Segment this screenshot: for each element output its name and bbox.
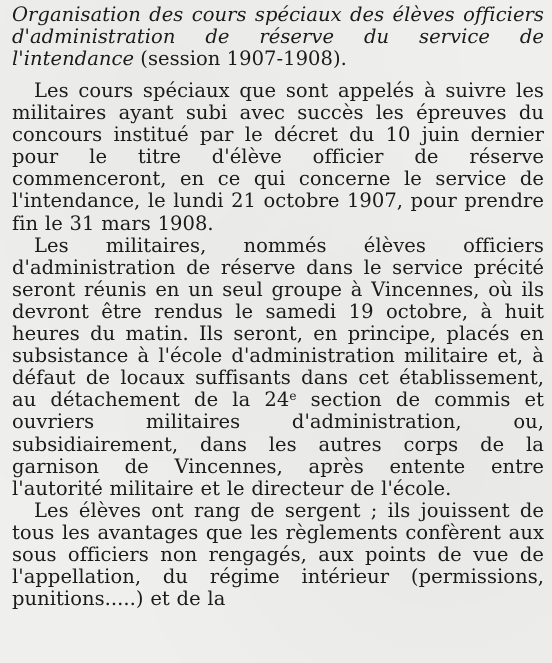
heading-title: Organisation des cours spéciaux des élèves officiers d'administration de réserve du service de l'intendance xyxy=(12,3,544,70)
paragraph-rank: Les élèves ont rang de sergent ; ils jouissent de tous les avantages que les règlements confèrent aux sous officiers non rengagés, aux points de vue de l'appellation, du régime intérieur (permissions, punitions.....) et de la xyxy=(12,498,544,611)
article-body xyxy=(12,80,544,610)
paragraph-lodging-text-continued: section de commis et ouvriers militaires d'administration, ou, subsidiairement, dans les autres corps de la garnison de Vincennes, après entente entre l'autorité militaire et le directeur de l'école. xyxy=(12,388,544,500)
paragraph-lodging-text: Les militaires, nommés élèves officiers d'administration de réserve dans le service précité seront réunis en un seul groupe à Vincennes, où ils devront être rendus le samedi 19 octobre, à huit heures du matin. Ils seront, en principe, placés en subsistance à l'école d'administration militaire et, à défaut de locaux suffisants dans cet établissement, au détachement de la 24 xyxy=(12,233,544,412)
ordinal-suffix: e xyxy=(289,389,297,404)
paragraph-course-dates: Les cours spéciaux que sont appelés à suivre les militaires ayant subi avec succès les épreuves du concours institué par le décret du 10 juin dernier pour le titre d'élève officier de réserve commenceront, en ce qui concerne le service de l'intendance, le lundi 21 octobre 1907, pour prendre fin le 31 mars 1908. xyxy=(12,79,544,235)
article-heading xyxy=(12,4,544,70)
paragraph-lodging xyxy=(12,235,544,500)
heading-session: (session 1907-1908). xyxy=(134,47,347,70)
